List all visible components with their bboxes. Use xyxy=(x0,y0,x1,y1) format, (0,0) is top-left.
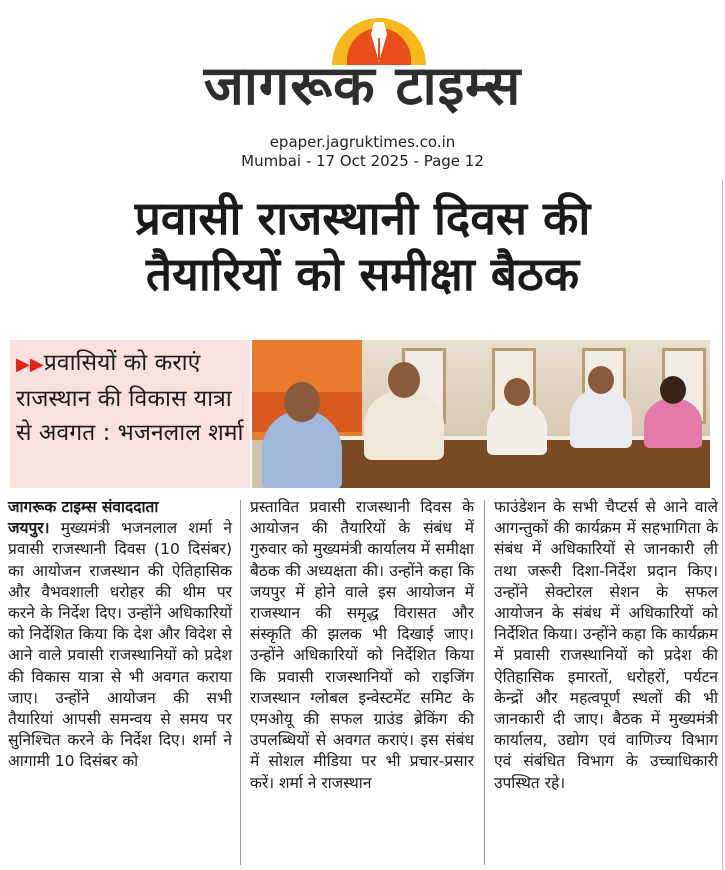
subhead-text: प्रवासियों को कराएं राजस्थान की विकास यात्रा से अवगत : भजनलाल शर्मा xyxy=(16,350,244,446)
edition-info: Mumbai - 17 Oct 2025 - Page 12 xyxy=(241,152,484,170)
logo-text: जागरूक टाइम्स xyxy=(203,54,522,117)
dateline: जयपुर। xyxy=(8,519,50,538)
photo-person xyxy=(487,400,547,455)
photo-person xyxy=(644,398,702,448)
article-column-2: प्रस्तावित प्रवासी राजस्थानी दिवस के आयोजन की तैयारियों के संबंध में गुरुवार को मुख्यमंत्री कार्यालय में समीक्षा बैठक की अध्यक्षता की। उन्होंने कहा कि जयपुर में होने वाले इस आयोजन में राजस्थान की समृद्ध विरासत और संस्कृति की झलक भी दिखाई जाए। उन्होंने अधिकारियों को निर्देशित किया कि प्रवासी राजस्थानियों को राइजिंग राजस्थान ग्लोबल इन्वेस्टमेंट समिट के एमओयू की सफल ग्राउंड ब्रेकिंग की उपलब्धियों से अवगत कराएं। इस संबंध में सोशल मीडिया पर भी प्रचार-प्रसार करें। शर्मा ने राजस्थान xyxy=(250,498,474,792)
headline-line-1: प्रवासी राजस्थानी दिवस की xyxy=(134,191,591,245)
byline: जागरूक टाइम्स संवाददाता xyxy=(8,498,159,516)
column-1-text: मुख्यमंत्री भजनलाल शर्मा ने प्रवासी राजस्थानी दिवस (10 दिसंबर) का आयोजन राजस्थान की ऐतिहासिक और वैभवशाली धरोहर की थीम पर करने के निर्देश दिए। उन्होंने अधिकारियों को निर्देशित किया कि देश और विदेश से आने वाले प्रवासी राजस्थानियों को प्रदेश की विकास यात्रा से भी अवगत कराया जाए। उन्होंने आयोजन की सभी तैयारियां आपसी समन्वय से समय पर सुनिश्चित करने के निर्देश दिए। शर्मा ने आगामी 10 दिसंबर को xyxy=(8,519,232,771)
double-arrow-icon: ▶▶ xyxy=(16,354,44,375)
photo-person xyxy=(364,390,444,460)
article-column-1 xyxy=(8,497,232,773)
headline-line-2: तैयारियों को समीक्षा बैठक xyxy=(145,247,580,301)
photo-person-head xyxy=(660,376,686,404)
article-body xyxy=(0,497,725,868)
photo-person-head xyxy=(388,362,420,398)
article-column-3: फाउंडेशन के सभी चैप्टर्स से आने वाले आगन्तुकों की कार्यक्रम में सहभागिता के संबंध में अधिकारियों से जानकारी ली तथा जरूरी दिशा-निर्देश प्रदान किए। उन्होंने सेक्टोरल सेशन के सफल आयोजन के संबंध में अधिकारियों को निर्देशित किया। उन्होंने कहा कि कार्यक्रम में प्रवासी राजस्थानियों को प्रदेश की ऐतिहासिक इमारतों, धरोहरों, पर्यटन केन्द्रों और महत्वपूर्ण स्थलों की भी जानकारी दी जाए। बैठक में मुख्यमंत्री कार्यालय, उद्योग एवं वाणिज्य विभाग एवं संबंधित विभाग के उच्चाधिकारी उपस्थित रहे। xyxy=(494,498,718,792)
article-headline xyxy=(6,190,719,302)
photo-person-head xyxy=(284,382,320,422)
photo-person xyxy=(570,388,632,448)
article-photo[interactable] xyxy=(252,340,710,488)
newspaper-logo[interactable] xyxy=(170,8,555,118)
epaper-url[interactable]: epaper.jagruktimes.co.in xyxy=(269,133,456,151)
masthead xyxy=(0,0,725,130)
photo-person-head xyxy=(504,378,530,406)
subhead xyxy=(16,346,248,450)
photo-person-head xyxy=(588,366,614,394)
